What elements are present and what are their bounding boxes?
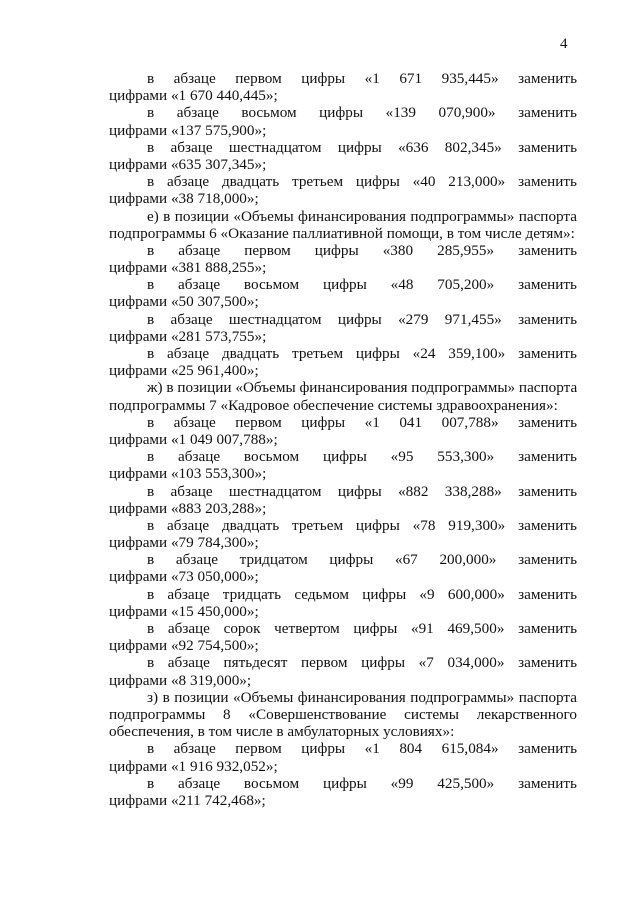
paragraph-line: цифрами «381 888,255»; [109,259,267,277]
paragraph-first-line: ж) в позиции «Объемы финансирования подпрограммы» паспорта [147,379,577,397]
paragraph-line: цифрами «1 670 440,445»; [109,87,278,105]
paragraph-line: цифрами «92 754,500»; [109,637,259,655]
paragraph-first-line: в абзаце двадцать третьем цифры «78 919,300» заменить [147,516,577,534]
paragraph [109,242,577,276]
paragraph-line: цифрами «137 575,900»; [109,121,267,139]
paragraph [109,620,577,654]
paragraph-first-line: з) в позиции «Объемы финансирования подпрограммы» паспорта [147,688,577,706]
paragraph [109,586,577,620]
paragraph-first-line: в абзаце двадцать третьем цифры «24 359,100» заменить [147,345,577,362]
paragraph-first-line: в абзаце восьмом цифры «95 553,300» заменить [147,448,577,466]
paragraph-line: цифрами «15 450,000»; [109,602,259,620]
paragraph-first-line: в абзаце сорок четвертом цифры «91 469,500» заменить [147,620,577,637]
paragraph-first-line: в абзаце восьмом цифры «139 070,900» заменить [147,104,577,122]
paragraph-line: подпрограммы 8 «Совершенствование системы лекарственного [109,705,577,723]
paragraph-first-line: е) в позиции «Объемы финансирования подпрограммы» паспорта [147,207,577,225]
paragraph-first-line: в абзаце тридцать седьмом цифры «9 600,000» заменить [147,585,577,603]
paragraph [109,414,577,448]
paragraph [109,689,577,741]
paragraph-line: подпрограммы 6 «Оказание паллиативной помощи, в том числе детям»: [109,224,575,242]
paragraph [109,173,577,207]
paragraph-line: цифрами «1 049 007,788»; [109,430,278,448]
paragraph-line: цифрами «38 718,000»; [109,190,259,208]
paragraph [109,345,577,379]
paragraph-first-line: в абзаце шестнадцатом цифры «882 338,288» заменить [147,482,577,500]
paragraph-line: цифрами «635 307,345»; [109,155,267,173]
paragraph-line: цифрами «211 742,468»; [109,791,266,809]
paragraph [109,775,577,809]
paragraph-first-line: в абзаце двадцать третьем цифры «40 213,000» заменить [147,173,577,191]
page-number: 4 [560,36,568,52]
paragraph [109,379,577,413]
paragraph [109,139,577,173]
paragraph [109,276,577,310]
paragraph-line: цифрами «73 050,000»; [109,568,259,586]
paragraph-first-line: в абзаце первом цифры «380 285,955» заменить [147,241,577,259]
paragraph-first-line: в абзаце тридцатом цифры «67 200,000» заменить [147,551,577,569]
paragraph-line: цифрами «79 784,300»; [109,534,259,552]
paragraph-line: цифрами «103 553,300»; [109,465,267,483]
paragraph-first-line: в абзаце шестнадцатом цифры «279 971,455» заменить [147,310,577,328]
paragraph-line: цифрами «25 961,400»; [109,362,259,380]
paragraph [109,311,577,345]
paragraph [109,104,577,138]
paragraph [109,483,577,517]
paragraph-line: обеспечения, в том числе в амбулаторных условиях»: [109,723,455,741]
paragraph [109,70,577,104]
paragraph-first-line: в абзаце первом цифры «1 804 615,084» заменить [147,740,577,758]
paragraph-first-line: в абзаце шестнадцатом цифры «636 802,345» заменить [147,138,577,156]
document-body [109,70,577,809]
paragraph-first-line: в абзаце пятьдесят первом цифры «7 034,000» заменить [147,654,577,672]
paragraph [109,208,577,242]
paragraph [109,654,577,688]
paragraph-line: подпрограммы 7 «Кадровое обеспечение системы здравоохранения»: [109,396,558,414]
paragraph [109,448,577,482]
paragraph [109,517,577,551]
paragraph [109,740,577,774]
paragraph-first-line: в абзаце первом цифры «1 041 007,788» заменить [147,413,577,431]
paragraph [109,551,577,585]
paragraph-first-line: в абзаце первом цифры «1 671 935,445» заменить [147,70,577,87]
paragraph-line: цифрами «50 307,500»; [109,293,259,311]
paragraph-line: цифрами «8 319,000»; [109,671,252,689]
paragraph-first-line: в абзаце восьмом цифры «48 705,200» заменить [147,276,577,294]
paragraph-first-line: в абзаце восьмом цифры «99 425,500» заменить [147,774,577,792]
paragraph-line: цифрами «883 203,288»; [109,499,267,517]
paragraph-line: цифрами «281 573,755»; [109,327,267,345]
paragraph-line: цифрами «1 916 932,052»; [109,757,278,775]
